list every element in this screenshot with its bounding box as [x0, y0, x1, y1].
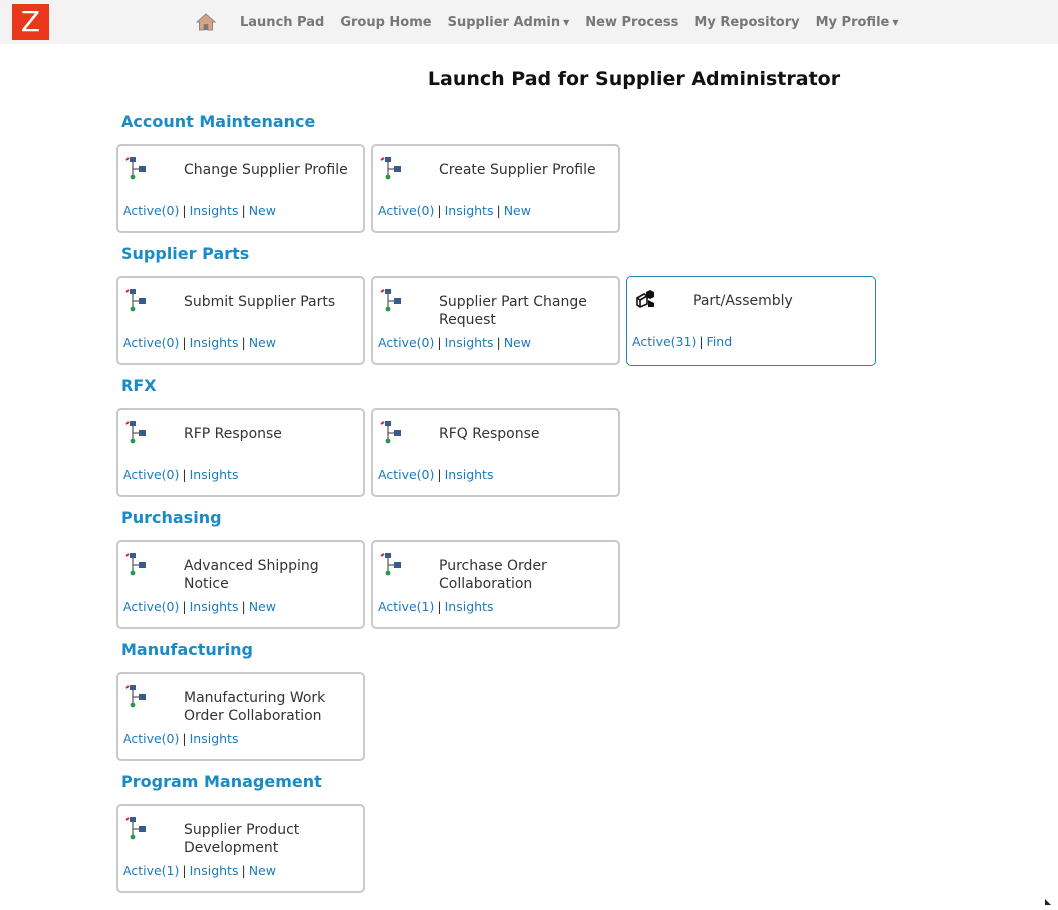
card-submit-supplier-parts[interactable] — [116, 276, 365, 365]
card-title: RFQ Response — [439, 426, 540, 442]
card-links — [123, 863, 276, 878]
workflow-icon — [124, 684, 150, 710]
card-title: RFP Response — [184, 426, 282, 442]
card-links — [378, 599, 493, 614]
section-title-program-management: Program Management — [121, 772, 322, 791]
active-link[interactable]: Active(0) — [123, 467, 180, 482]
insights-link[interactable]: Insights — [189, 599, 239, 614]
workflow-icon — [124, 288, 150, 314]
separator: | — [437, 335, 442, 350]
insights-link[interactable]: Insights — [444, 335, 494, 350]
card-title: Advanced Shipping Notice — [184, 558, 319, 592]
separator: | — [241, 863, 246, 878]
card-title: Supplier Product Development — [184, 822, 300, 856]
card-create-supplier-profile[interactable] — [371, 144, 620, 233]
workflow-icon — [379, 420, 405, 446]
section-title-rfx: RFX — [121, 376, 157, 395]
nav-my-profile[interactable] — [816, 15, 899, 30]
workflow-icon — [379, 288, 405, 314]
caret-down-icon: ▼ — [892, 17, 899, 27]
caret-down-icon: ▼ — [563, 17, 570, 27]
card-title: Create Supplier Profile — [439, 162, 596, 178]
new-link[interactable]: New — [503, 203, 531, 218]
active-link[interactable]: Active(0) — [123, 335, 180, 350]
card-supplier-product-development[interactable] — [116, 804, 365, 893]
card-part-assembly[interactable] — [626, 276, 876, 366]
part-assembly-icon — [634, 289, 656, 311]
active-link[interactable]: Active(1) — [123, 863, 180, 878]
workflow-icon — [124, 420, 150, 446]
separator: | — [496, 335, 501, 350]
new-link[interactable]: New — [503, 335, 531, 350]
card-links — [123, 203, 276, 218]
card-title: Part/Assembly — [693, 293, 793, 309]
separator: | — [241, 203, 246, 218]
page-title: Launch Pad for Supplier Administrator — [427, 68, 841, 90]
separator: | — [182, 467, 187, 482]
separator: | — [182, 863, 187, 878]
card-links — [123, 335, 276, 350]
separator: | — [241, 335, 246, 350]
insights-link[interactable]: Insights — [189, 863, 239, 878]
card-links — [123, 599, 276, 614]
card-title: Submit Supplier Parts — [184, 294, 336, 310]
card-links — [123, 731, 238, 746]
new-link[interactable]: New — [248, 335, 276, 350]
active-link[interactable]: Active(0) — [378, 335, 435, 350]
separator: | — [182, 335, 187, 350]
separator: | — [437, 599, 442, 614]
card-links — [123, 467, 238, 482]
active-link[interactable]: Active(0) — [378, 203, 435, 218]
active-link[interactable]: Active(0) — [123, 599, 180, 614]
nav-my-profile-label: My Profile — [815, 14, 890, 30]
card-advanced-shipping-notice[interactable] — [116, 540, 365, 629]
insights-link[interactable]: Insights — [444, 599, 494, 614]
card-rfp-response[interactable] — [116, 408, 365, 497]
card-title: Change Supplier Profile — [184, 162, 348, 178]
card-purchase-order-collaboration[interactable] — [371, 540, 620, 629]
active-link[interactable]: Active(0) — [123, 203, 180, 218]
section-title-manufacturing: Manufacturing — [121, 640, 253, 659]
card-links — [632, 334, 732, 349]
card-supplier-part-change-request[interactable] — [371, 276, 620, 365]
insights-link[interactable]: Insights — [444, 467, 494, 482]
card-manufacturing-work-order-collaboration[interactable] — [116, 672, 365, 761]
separator: | — [241, 599, 246, 614]
separator: | — [496, 203, 501, 218]
section-title-purchasing: Purchasing — [121, 508, 222, 527]
nav-launch-pad[interactable]: Launch Pad — [240, 14, 325, 30]
card-change-supplier-profile[interactable] — [116, 144, 365, 233]
card-title: Manufacturing Work Order Collaboration — [184, 690, 326, 724]
section-title-account-maintenance: Account Maintenance — [121, 112, 316, 131]
separator: | — [182, 731, 187, 746]
workflow-icon — [124, 552, 150, 578]
card-links — [378, 335, 531, 350]
separator: | — [182, 203, 187, 218]
card-title: Purchase Order Collaboration — [439, 558, 547, 592]
new-link[interactable]: New — [248, 599, 276, 614]
workflow-icon — [379, 156, 405, 182]
active-link[interactable]: Active(0) — [378, 467, 435, 482]
insights-link[interactable]: Insights — [189, 731, 239, 746]
resize-handle-icon[interactable] — [1044, 891, 1052, 899]
app-logo[interactable]: Z — [12, 4, 49, 40]
card-title: Supplier Part Change Request — [439, 294, 587, 328]
separator: | — [182, 599, 187, 614]
active-link[interactable]: Active(31) — [632, 334, 697, 349]
insights-link[interactable]: Insights — [189, 335, 239, 350]
active-link[interactable]: Active(0) — [123, 731, 180, 746]
nav-my-repository[interactable]: My Repository — [694, 14, 800, 30]
insights-link[interactable]: Insights — [444, 203, 494, 218]
workflow-icon — [379, 552, 405, 578]
new-link[interactable]: New — [248, 863, 276, 878]
find-link[interactable]: Find — [706, 334, 733, 349]
top-navbar — [0, 0, 1058, 44]
separator: | — [437, 467, 442, 482]
nav-group-home[interactable]: Group Home — [340, 14, 432, 30]
nav-supplier-admin[interactable] — [448, 15, 570, 30]
workflow-icon — [124, 156, 150, 182]
section-title-supplier-parts: Supplier Parts — [121, 244, 250, 263]
workflow-icon — [124, 816, 150, 842]
nav-supplier-admin-label: Supplier Admin — [447, 14, 561, 30]
card-links — [378, 203, 531, 218]
new-link[interactable]: New — [248, 203, 276, 218]
separator: | — [699, 334, 704, 349]
insights-link[interactable]: Insights — [189, 203, 239, 218]
home-icon[interactable] — [196, 12, 216, 32]
insights-link[interactable]: Insights — [189, 467, 239, 482]
separator: | — [437, 203, 442, 218]
card-links — [378, 467, 493, 482]
card-rfq-response[interactable] — [371, 408, 620, 497]
nav-new-process[interactable]: New Process — [585, 14, 679, 30]
active-link[interactable]: Active(1) — [378, 599, 435, 614]
nav-links — [196, 0, 915, 44]
